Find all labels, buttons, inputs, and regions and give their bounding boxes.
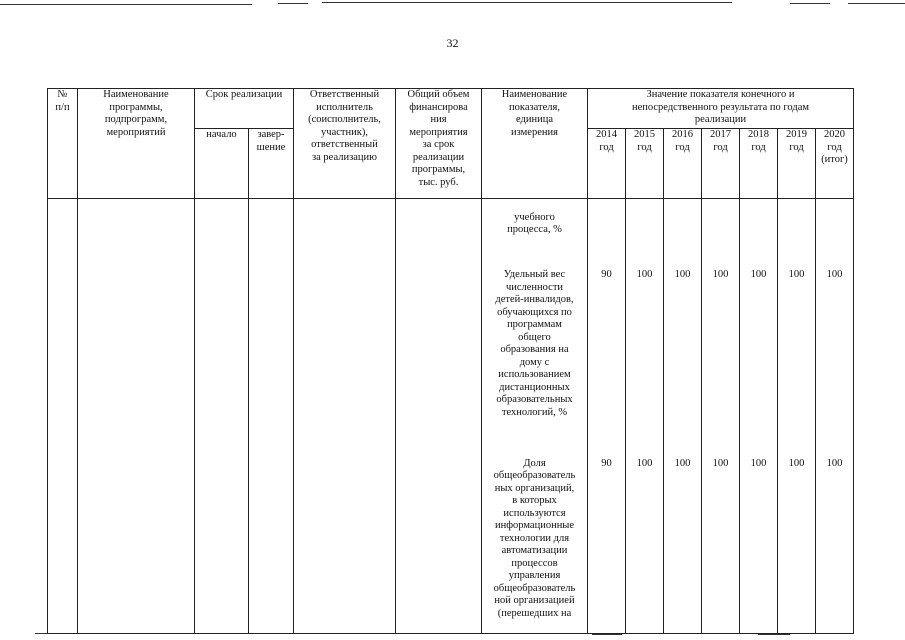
value: 100: [712, 269, 729, 280]
value: 100: [636, 457, 653, 469]
header-year: 2020 год (итог): [816, 129, 854, 199]
header-indicator: Наименование показателя, единица измерения: [482, 89, 588, 199]
scan-line: [848, 3, 905, 4]
body-name-cell: [78, 199, 195, 634]
value: 100: [674, 457, 691, 469]
header-year: 2015 год: [626, 129, 664, 199]
value: 90: [601, 457, 612, 469]
value: 100: [636, 269, 653, 280]
scan-line: [592, 634, 622, 635]
header-term-start: начало: [195, 129, 249, 199]
indicator-text: учебного процесса, %: [507, 211, 562, 235]
header-funding: Общий объем финансирова ния мероприятия за срок реализации программы, тыс. руб.: [396, 89, 482, 199]
program-table: [47, 88, 854, 634]
body-value-cell: [664, 199, 702, 634]
scan-line: [0, 4, 252, 5]
scan-line: [278, 3, 308, 4]
body-value-cell: [702, 199, 740, 634]
header-term: Срок реализации: [195, 89, 294, 129]
body-responsible-cell: [294, 199, 396, 634]
body-funding-cell: [396, 199, 482, 634]
body-term-end-cell: [249, 199, 294, 634]
indicator-text: Удельный вес численности детей-инвалидов, обучающихся по программам общего образования на дому с использованием дистанционных образовательных технологий, %: [495, 269, 574, 418]
value: 100: [826, 269, 843, 280]
scan-line: [758, 634, 790, 635]
value: 100: [750, 457, 767, 469]
body-value-cell: [816, 199, 854, 634]
body-value-cell: [778, 199, 816, 634]
scan-line: [790, 3, 830, 4]
header-year: 2017 год: [702, 129, 740, 199]
header-year: 2014 год: [588, 129, 626, 199]
header-values-title: Значение показателя конечного и непосредственного результата по годам реализации: [588, 89, 854, 129]
value: 100: [674, 269, 691, 280]
page-number: 32: [446, 36, 459, 50]
body-value-cell: [588, 199, 626, 634]
value: 100: [788, 457, 805, 469]
value: 100: [826, 457, 843, 469]
header-num: № п/п: [48, 89, 78, 199]
header-year: 2016 год: [664, 129, 702, 199]
body-value-cell: [626, 199, 664, 634]
scan-line: [322, 2, 732, 3]
value: 100: [712, 457, 729, 469]
body-indicator-cell: [482, 199, 588, 634]
value: 100: [788, 269, 805, 280]
header-responsible: Ответственный исполнитель (соисполнитель, участник), ответственный за реализацию: [294, 89, 396, 199]
body-num-cell: [48, 199, 78, 634]
value: 100: [750, 269, 767, 280]
body-term-start-cell: [195, 199, 249, 634]
header-year: 2018 год: [740, 129, 778, 199]
header-year: 2019 год: [778, 129, 816, 199]
body-value-cell: [740, 199, 778, 634]
header-term-end: завер- шение: [249, 129, 294, 199]
indicator-text: Доля общеобразователь ных организаций, в которых используются информационные технологии для автоматизации процессов управления общеобразователь ной организацией (перешедших на: [493, 457, 576, 619]
value: 90: [601, 269, 612, 280]
header-name: Наименование программы, подпрограмм, мероприятий: [78, 89, 195, 199]
